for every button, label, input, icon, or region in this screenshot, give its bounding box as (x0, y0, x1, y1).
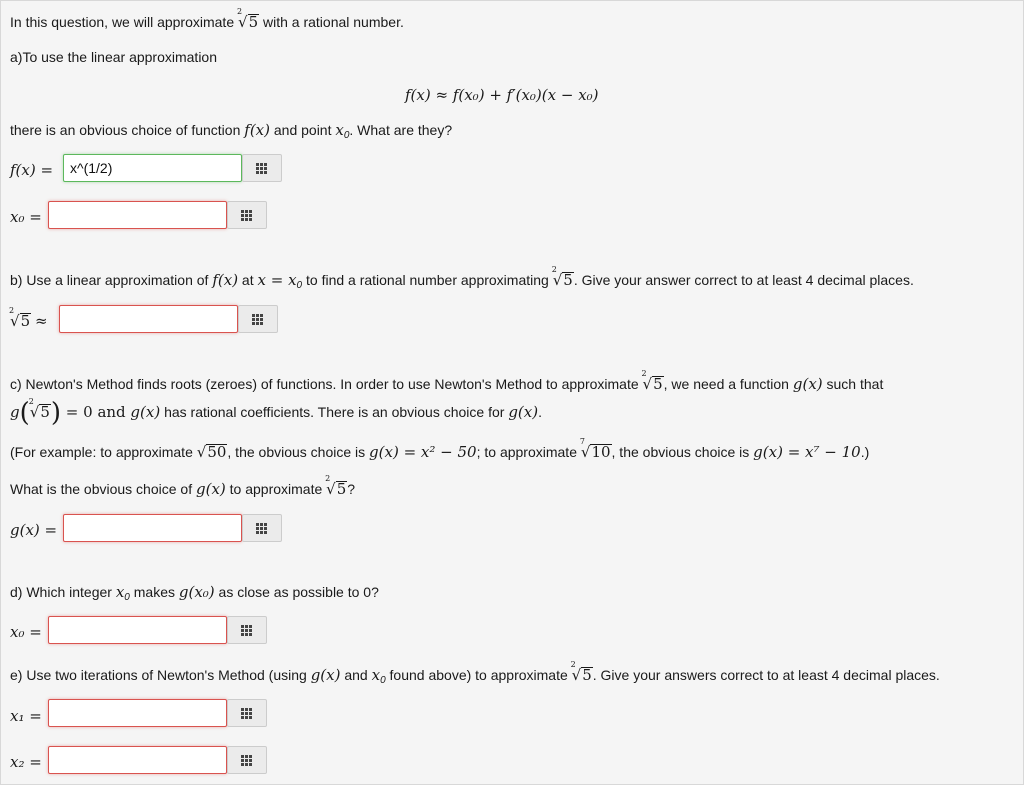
keypad-grid-icon (252, 314, 264, 325)
x2-keypad-button[interactable] (227, 746, 267, 774)
part-d-text: d) Which integer $x_0$ makes g(x₀) as close as possible to 0? (10, 583, 379, 603)
intro-text: In this question, we will approximate 2 √5 with a rational number. (10, 7, 404, 31)
x0-input-a[interactable] (48, 201, 227, 229)
root5-keypad-button[interactable] (238, 305, 278, 333)
part-b-text: b) Use a linear approximation of f(x) at $x = x_0$ to find a rational number approximating 2 √5. Give your answer correct to at least 4 decimal places. (10, 265, 914, 291)
gx-input[interactable] (63, 514, 242, 542)
fx-keypad-button[interactable] (242, 154, 282, 182)
x0-label-d: x₀ = (10, 623, 42, 641)
part-e-text: e) Use two iterations of Newton's Method (using g(x) and $x_0$ found above) to approximate 2 √5. Give your answers correct to at least 4 decimal places. (10, 660, 940, 686)
fx-label: f(x) = (10, 161, 54, 179)
x1-keypad-button[interactable] (227, 699, 267, 727)
x2-label: x₂ = (10, 753, 42, 771)
gx-keypad-button[interactable] (242, 514, 282, 542)
x1-input[interactable] (48, 699, 227, 727)
gx-label: g(x) = (10, 521, 58, 539)
keypad-grid-icon (241, 210, 253, 221)
keypad-grid-icon (256, 163, 268, 174)
keypad-grid-icon (241, 708, 253, 719)
part-c-example: (For example: to approximate √50, the obvious choice is g(x) = x² − 50; to approximate 7 √10, the obvious choice is g(x) = x⁷ − 10.) (10, 437, 870, 461)
root5-approx-label: 2 √5 ≈ (9, 306, 48, 330)
keypad-grid-icon (256, 523, 268, 534)
x0-input-d[interactable] (48, 616, 227, 644)
part-c-line1: c) Newton's Method finds roots (zeroes) of functions. In order to use Newton's Method to approximate 2 √5, we need a function g(x) such that (10, 369, 884, 393)
linear-approx-formula: f(x) ≈ f(x₀) + f′(x₀)(x − x₀) (405, 86, 599, 104)
cube-root-5: 2 √5 (237, 7, 259, 31)
x0-keypad-button-d[interactable] (227, 616, 267, 644)
x0-keypad-button-a[interactable] (227, 201, 267, 229)
x1-label: x₁ = (10, 707, 42, 725)
part-a-heading: a)To use the linear approximation (10, 49, 218, 65)
keypad-grid-icon (241, 755, 253, 766)
keypad-grid-icon (241, 625, 253, 636)
fx-input[interactable]: x^(1/2) (63, 154, 242, 182)
root5-approx-input[interactable] (59, 305, 238, 333)
x2-input[interactable] (48, 746, 227, 774)
part-c-question: What is the obvious choice of g(x) to approximate 2 √5? (10, 474, 356, 498)
x0-label-a: x₀ = (10, 208, 42, 226)
part-a-question: there is an obvious choice of function f(x) and point $x_0$. What are they? (10, 121, 453, 141)
part-c-line2: g( 2 √5) = 0 and g(x) has rational coefficients. There is an obvious choice for g(x). (10, 397, 542, 428)
